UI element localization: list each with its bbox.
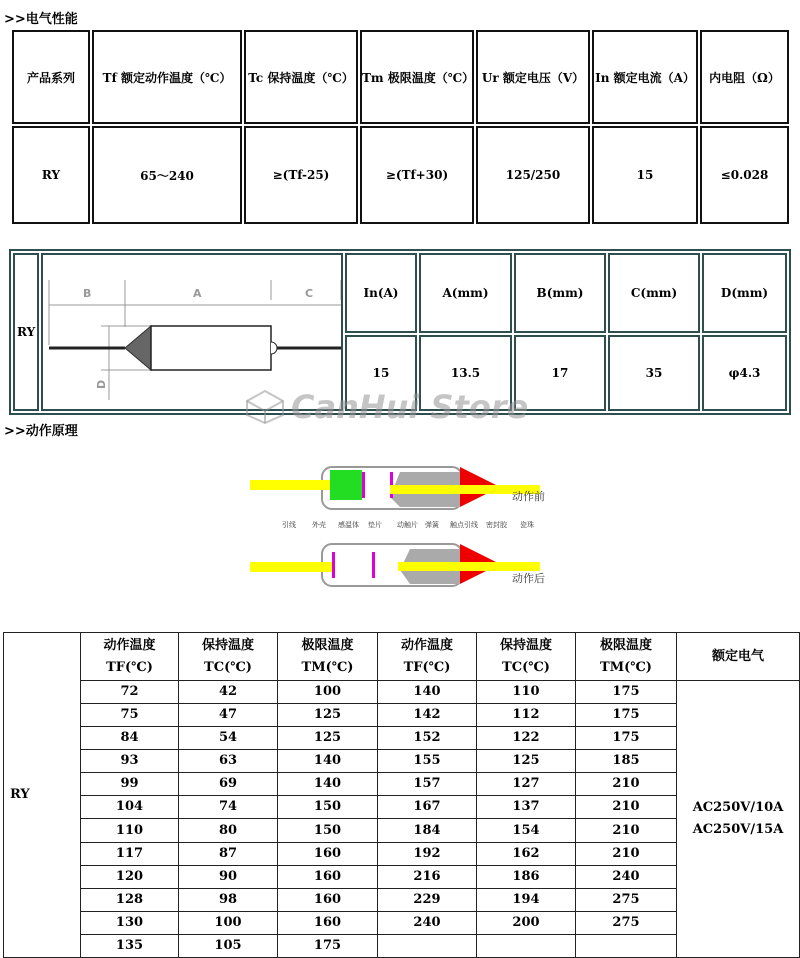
table-cell: 192 — [378, 842, 477, 865]
part-label: 引线 — [282, 521, 296, 529]
series-cell: RY — [4, 633, 81, 958]
table-cell: 175 — [278, 934, 378, 957]
section-title-electrical: >>电气性能 — [4, 12, 78, 27]
value-cell: 65～240 — [92, 126, 242, 224]
header-cell: Ur 额定电压（V） — [476, 30, 590, 124]
table-cell: 160 — [278, 842, 378, 865]
table-cell: 135 — [81, 934, 179, 957]
part-label: 动触片 — [397, 521, 418, 529]
table-cell: 93 — [81, 750, 179, 773]
table-cell: 72 — [81, 681, 179, 704]
table-cell — [378, 934, 477, 957]
part-label: 外壳 — [312, 521, 326, 529]
table-cell: 142 — [378, 704, 477, 727]
table-cell: 130 — [81, 911, 179, 934]
table-cell: 98 — [179, 888, 278, 911]
section-title-principle: >>动作原理 — [4, 424, 78, 439]
watermark-text: CanHui Store — [291, 388, 529, 426]
value-cell: 125/250 — [476, 126, 590, 224]
header-cell: 产品系列 — [12, 30, 90, 124]
part-label: 触点引线 — [450, 521, 478, 529]
table-cell: 210 — [576, 796, 677, 819]
header-unit: TF(℃) — [403, 659, 451, 675]
header-cell: Tf 额定动作温度（℃） — [92, 30, 242, 124]
table-cell — [477, 934, 576, 957]
table-cell: 104 — [81, 796, 179, 819]
table-cell: 275 — [576, 911, 677, 934]
value-cell: 13.5 — [419, 335, 512, 411]
rating: AC250V/15A — [692, 822, 784, 837]
dim-label-d: D — [95, 379, 108, 389]
label-after: 动作后 — [512, 572, 545, 585]
value-cell: 15 — [592, 126, 698, 224]
rating: AC250V/10A — [692, 800, 784, 815]
table-cell: 194 — [477, 888, 576, 911]
header-cn: 动作温度 — [400, 637, 453, 653]
after-state — [250, 544, 545, 586]
table-cell: 125 — [278, 704, 378, 727]
table-cell: 162 — [477, 842, 576, 865]
table-cell: 75 — [81, 704, 179, 727]
table-cell: 229 — [378, 888, 477, 911]
table-cell: 137 — [477, 796, 576, 819]
table-cell: 157 — [378, 773, 477, 796]
value-cell: ≤0.028 — [700, 126, 789, 224]
value-cell: φ4.3 — [702, 335, 787, 411]
table-cell: 105 — [179, 934, 278, 957]
header-cell: A(mm) — [419, 253, 512, 333]
value-cell: ≥(Tf-25) — [244, 126, 358, 224]
table-cell: 117 — [81, 842, 179, 865]
table-cell: 125 — [477, 750, 576, 773]
header-unit: TM(℃) — [600, 659, 652, 675]
table-cell: 122 — [477, 727, 576, 750]
before-state — [250, 467, 545, 509]
table-cell: 42 — [179, 681, 278, 704]
table-cell: 128 — [81, 888, 179, 911]
part-label: 瓷珠 — [520, 521, 534, 529]
table-cell: 120 — [81, 865, 179, 888]
table-cell: 90 — [179, 865, 278, 888]
table-cell: 155 — [378, 750, 477, 773]
header-cell: B(mm) — [514, 253, 606, 333]
header-cn: 保持温度 — [499, 637, 552, 653]
dim-label-b: B — [83, 287, 92, 300]
table-cell: 160 — [278, 911, 378, 934]
series-cell: RY — [13, 253, 39, 411]
header-cn: 极限温度 — [301, 637, 354, 653]
table-cell: 210 — [576, 773, 677, 796]
table-cell: 216 — [378, 865, 477, 888]
rating-cell — [677, 681, 800, 958]
table-row — [4, 681, 800, 704]
header-unit: TC(℃) — [502, 659, 550, 675]
table-cell: 87 — [179, 842, 278, 865]
header-unit: TF(℃) — [106, 659, 153, 675]
table-cell: 167 — [378, 796, 477, 819]
table-cell: 112 — [477, 704, 576, 727]
header-cell: D(mm) — [702, 253, 787, 333]
table-cell: 54 — [179, 727, 278, 750]
header-cell: In 额定电流（A） — [592, 30, 698, 124]
electrical-spec-table — [10, 28, 791, 226]
part-label: 垫片 — [368, 521, 382, 529]
header-unit: TC(℃) — [204, 659, 252, 675]
dimension-table — [9, 249, 791, 415]
header-cell: C(mm) — [608, 253, 700, 333]
label-before: 动作前 — [512, 490, 545, 503]
table-cell: 110 — [81, 819, 179, 842]
table-cell: 175 — [576, 727, 677, 750]
temperature-table — [3, 632, 800, 958]
value-cell: 15 — [345, 335, 417, 411]
table-cell: 140 — [278, 773, 378, 796]
value-cell: 17 — [514, 335, 606, 411]
header-unit: TM(℃) — [301, 659, 354, 675]
table-cell: 160 — [278, 888, 378, 911]
table-cell: 69 — [179, 773, 278, 796]
part-label: 感温体 — [338, 521, 359, 529]
table-cell: 150 — [278, 796, 378, 819]
table-cell — [576, 934, 677, 957]
header-cn: 极限温度 — [599, 637, 652, 653]
table-cell: 186 — [477, 865, 576, 888]
header-cn: 保持温度 — [201, 637, 254, 653]
table-cell: 175 — [576, 704, 677, 727]
table-cell: 100 — [179, 911, 278, 934]
table-cell: 80 — [179, 819, 278, 842]
table-cell: 84 — [81, 727, 179, 750]
value-cell: 35 — [608, 335, 700, 411]
table-cell: 127 — [477, 773, 576, 796]
value-cell: ≥(Tf+30) — [360, 126, 474, 224]
dim-label-c: C — [305, 287, 314, 300]
part-labels — [282, 520, 534, 529]
table-cell: 210 — [576, 842, 677, 865]
header-cn: 动作温度 — [103, 637, 156, 653]
table-cell: 47 — [179, 704, 278, 727]
table-cell: 110 — [477, 681, 576, 704]
table-cell: 125 — [278, 727, 378, 750]
header-cell — [81, 633, 179, 681]
table-cell: 154 — [477, 819, 576, 842]
table-cell: 160 — [278, 865, 378, 888]
table-cell: 184 — [378, 819, 477, 842]
value-cell: RY — [12, 126, 90, 224]
table-cell: 275 — [576, 888, 677, 911]
table-cell: 240 — [576, 865, 677, 888]
fuse-dimension-drawing — [41, 253, 343, 411]
header-cell — [278, 633, 378, 681]
header-cell: 内电阻（Ω） — [700, 30, 789, 124]
fuse-outline-icon — [43, 255, 341, 409]
header-cell — [378, 633, 477, 681]
dim-label-a: A — [193, 287, 202, 300]
header-cell — [179, 633, 278, 681]
table-cell: 74 — [179, 796, 278, 819]
table-cell: 152 — [378, 727, 477, 750]
part-label: 弹簧 — [425, 521, 439, 529]
table-cell: 200 — [477, 911, 576, 934]
table-cell: 150 — [278, 819, 378, 842]
table-cell: 175 — [576, 681, 677, 704]
header-cell: In(A) — [345, 253, 417, 333]
rating-header: 额定电气 — [677, 633, 800, 681]
table-cell: 99 — [81, 773, 179, 796]
table-cell: 140 — [278, 750, 378, 773]
header-cell: Tm 极限温度（℃） — [360, 30, 474, 124]
header-cell — [576, 633, 677, 681]
table-cell: 100 — [278, 681, 378, 704]
header-cell — [477, 633, 576, 681]
table-cell: 240 — [378, 911, 477, 934]
header-cell: Tc 保持温度（℃） — [244, 30, 358, 124]
table-cell: 210 — [576, 819, 677, 842]
working-principle-diagram — [250, 462, 560, 592]
table-cell: 185 — [576, 750, 677, 773]
part-label: 密封胶 — [486, 521, 507, 529]
table-cell: 63 — [179, 750, 278, 773]
table-cell: 140 — [378, 681, 477, 704]
